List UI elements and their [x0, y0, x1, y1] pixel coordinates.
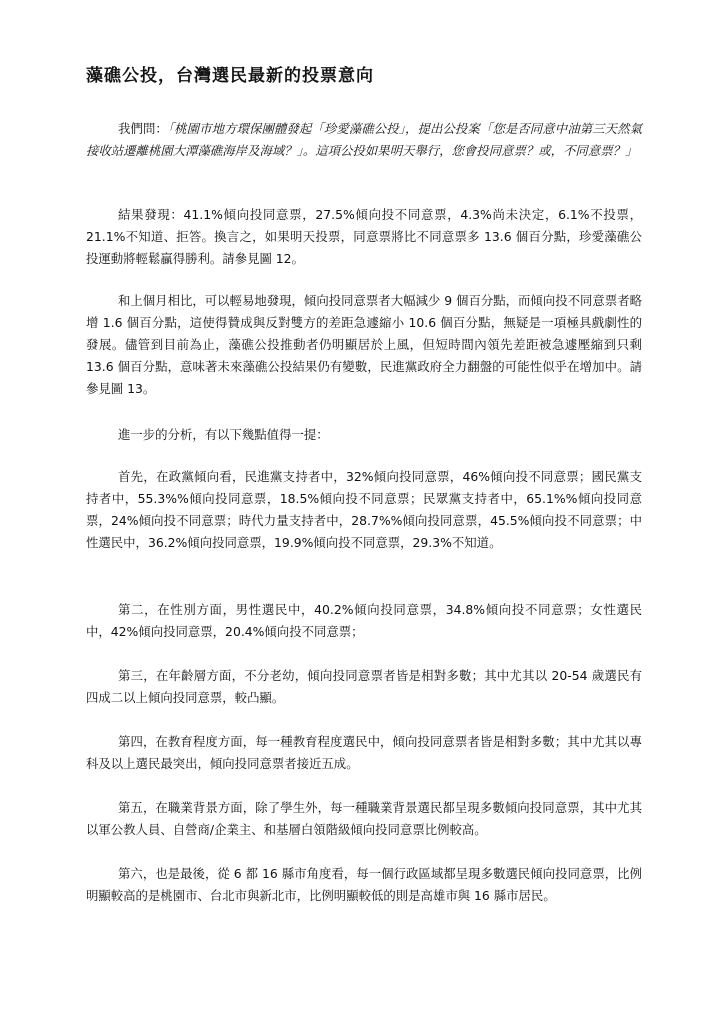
- education-analysis-paragraph: 第四，在教育程度方面，每一種教育程度選民中，傾向投同意票者皆是相對多數；其中尤其以專科及以上選民最突出，傾向投同意票者接近五成。: [86, 734, 642, 771]
- party-analysis-paragraph: 首先，在政黨傾向看，民進黨支持者中，32%傾向投同意票，46%傾向投不同意票；國民黨支持者中，55.3%%傾向投同意票，18.5%傾向投不同意票；民眾黨支持者中，65.1%%傾向投同意票，24%傾向投不同意票；時代力量支持者中，28.7%%傾向投同意票，45.5%傾向投不同意票；中性選民中，36.2%傾向投同意票，19.9%傾向投不同意票，29.3%不知道。: [86, 469, 642, 550]
- document-title: 藻礁公投，台灣選民最新的投票意向: [86, 66, 374, 86]
- occupation-analysis-paragraph: 第五，在職業背景方面，除了學生外，每一種職業背景選民都呈現多數傾向投同意票，其中尤其以軍公教人員、自營商/企業主、和基層白領階級傾向投同意票比例較高。: [86, 800, 642, 837]
- question-lead: 我們問：: [118, 121, 168, 136]
- age-analysis-paragraph: 第三，在年齡層方面，不分老幼，傾向投同意票者皆是相對多數；其中尤其以 20-54 歲選民有四成二以上傾向投同意票，較凸顯。: [86, 668, 642, 705]
- question-text: 「桃園市地方環保團體發起「珍愛藻礁公投」，提出公投案「您是否同意中油第三天然氣接收站遷離桃園大潭藻礁海岸及海域？」。這項公投如果明天舉行，您會投同意票？或，不同意票？」: [86, 121, 642, 158]
- gender-analysis-paragraph: 第二，在性別方面，男性選民中，40.2%傾向投同意票，34.8%傾向投不同意票；女性選民中，42%傾向投同意票，20.4%傾向投不同意票；: [86, 602, 642, 639]
- region-analysis-paragraph: 第六，也是最後，從 6 都 16 縣市角度看，每一個行政區域都呈現多數選民傾向投同意票，比例明顯較高的是桃園市、台北市與新北市，比例明顯較低的則是高雄市與 16 縣市居民。: [86, 866, 642, 903]
- analysis-intro-paragraph: 進一步的分析，有以下幾點值得一提：: [118, 427, 329, 442]
- results-paragraph: 結果發現：41.1%傾向投同意票，27.5%傾向投不同意票，4.3%尚未決定，6.1%不投票，21.1%不知道、拒答。換言之，如果明天投票，同意票將比不同意票多 13.6 個百分點，珍愛藻礁公投運動將輕鬆贏得勝利。請參見圖 12。: [86, 207, 642, 266]
- comparison-paragraph: 和上個月相比，可以輕易地發現，傾向投同意票者大幅減少 9 個百分點，而傾向投不同意票者略增 1.6 個百分點，這使得贊成與反對雙方的差距急遽縮小 10.6 個百分點，無疑是一項極具戲劇性的發展。儘管到目前為止，藻礁公投推動者仍明顯居於上風，但短時間內領先差距被急遽壓縮到只剩 13.6 個百分點，意味著未來藻礁公投結果仍有變數，民進黨政府全力翻盤的可能性似乎在增加中。請參見圖 13。: [86, 293, 642, 396]
- question-paragraph: [86, 118, 642, 162]
